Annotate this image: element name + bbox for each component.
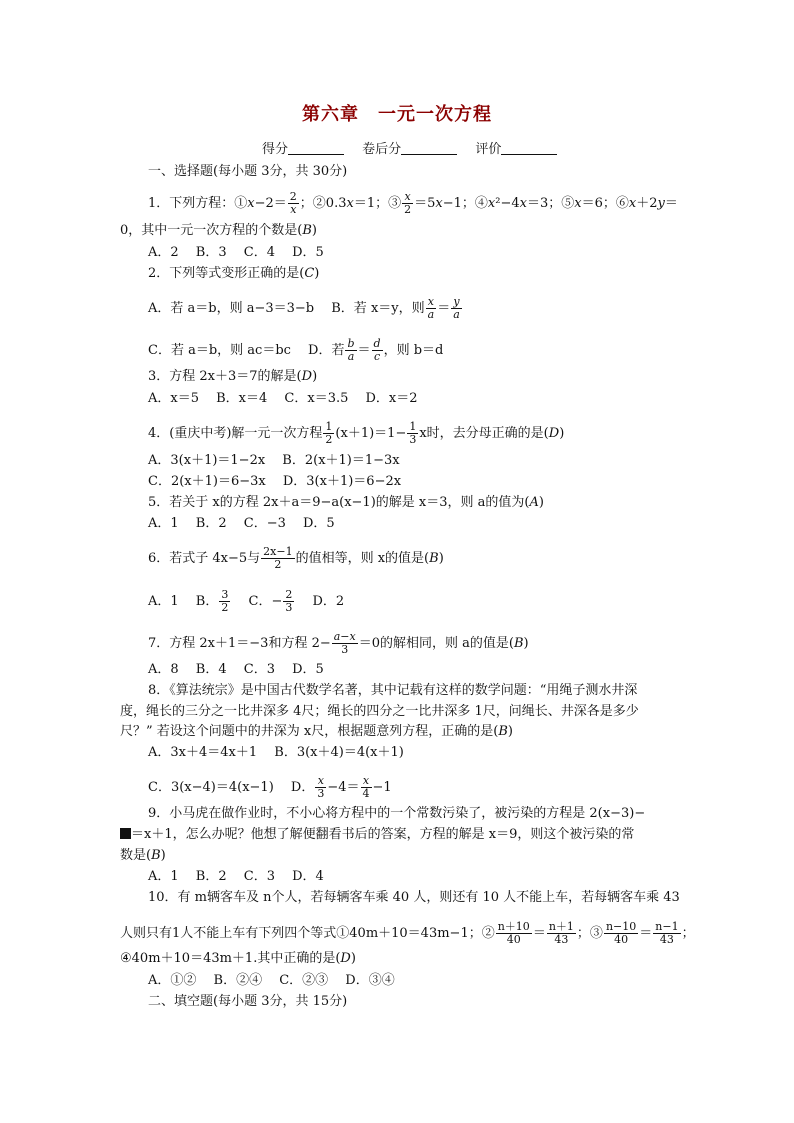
- smudge-square: [120, 828, 131, 839]
- answer: D: [548, 426, 560, 441]
- question-4-options-cd: C．2(x＋1)＝6−3x D．3(x＋1)＝6−2x: [148, 474, 402, 489]
- question-5-options: A．1 B．2 C．−3 D．5: [148, 516, 335, 531]
- q1-text: −2＝: [254, 196, 287, 211]
- question-10-options: A．①② B．②④ C．②③ D．③④: [148, 973, 395, 988]
- question-10-stem-3: ④40m＋10＝43m＋1.其中正确的是(D): [120, 951, 356, 966]
- answer: B: [151, 848, 161, 863]
- answer: C: [304, 266, 315, 281]
- fraction: $\frac{n-10}{40}$: [605, 920, 637, 946]
- question-8-stem-3: 尺？” 若设这个问题中的井深为 x尺，根据题意列方程，正确的是(B): [120, 724, 513, 739]
- question-6-options: A．1 B． $\frac{3}{2}$ C．− $\frac{2}{3}$ D．2: [148, 588, 345, 614]
- question-9-stem-2: ＝x＋1，怎么办呢？他想了解便翻看书后的答案，方程的解是 x＝9，则这个被污染的常: [120, 826, 634, 844]
- question-7-stem: 7．方程 2x＋1＝−3和方程 2− $\frac{a-x}{3}$ ＝0的解相同，则 a的值是(B): [148, 630, 529, 656]
- q1-fraction: $\frac{x}{2}$: [404, 190, 412, 216]
- answer: B: [498, 724, 508, 739]
- section-heading-choice: 一、选择题(每小题 3分，共 30分): [148, 164, 348, 179]
- fraction: $\frac{n+1}{43}$: [548, 920, 574, 946]
- question-1-options: A．2 B．3 C．4 D．5: [148, 245, 324, 260]
- review-blank: [501, 141, 557, 155]
- answer: D: [301, 369, 313, 384]
- answer: A: [529, 495, 539, 510]
- q1-text: ；②0.3: [299, 196, 347, 211]
- fraction: $\frac{a-x}{3}$: [333, 630, 356, 656]
- fraction: $\frac{d}{c}$: [373, 337, 381, 363]
- question-8-stem: 8．《算法统宗》是中国古代数学名著，其中记载有这样的数学问题：“用绳子测水井深: [148, 683, 638, 698]
- fraction: $\frac{n-1}{43}$: [655, 920, 679, 946]
- fraction: $\frac{b}{a}$: [347, 337, 355, 363]
- fraction: $\frac{2x-1}{2}$: [263, 545, 293, 571]
- section-heading-fill-blank: 二、填空题(每小题 3分，共 15分): [148, 994, 348, 1009]
- question-10-stem-2: 人则只有1人不能上车有下列四个等式①40m＋10＝43m−1；② $\frac{n+10}{40}$ ＝ $\frac{n+1}{43}$ ；③ $\frac{n-10}{40}$ ＝ $\frac{n-1}{43}$ ；: [120, 920, 695, 946]
- question-4-stem: 4．(重庆中考)解一元一次方程 $\frac{1}{2}$ (x＋1)＝1− $\frac{1}{3}$ x时，去分母正确的是(D): [148, 420, 565, 446]
- fraction: $\frac{x}{3}$: [317, 774, 325, 800]
- score-line: [262, 141, 571, 159]
- review-label: 评价: [475, 142, 502, 157]
- fraction: $\frac{1}{2}$: [325, 420, 333, 446]
- fraction: $\frac{x}{4}$: [362, 774, 370, 800]
- after-score-blank: [401, 141, 457, 155]
- question-4-options-ab: A．3(x＋1)＝1−2x B．2(x＋1)＝1−3x: [148, 453, 400, 468]
- question-10-stem: 10．有 m辆客车及 n个人，若每辆客车乘 40 人，则还有 10 人不能上车，若每辆客车乘 43: [148, 890, 680, 905]
- q1-fraction: $\frac{2}{x}$: [289, 190, 297, 216]
- question-8-options-cd: C．3(x−4)＝4(x−1) D． $\frac{x}{3}$ −4＝ $\frac{x}{4}$ −1: [148, 774, 392, 800]
- fraction: $\frac{1}{3}$: [409, 420, 417, 446]
- answer: B: [429, 551, 439, 566]
- question-7-options: A．8 B．4 C．3 D．5: [148, 662, 324, 677]
- score-blank: [288, 141, 344, 155]
- page-title: 第六章 一元一次方程: [302, 104, 492, 125]
- fraction: $\frac{n+10}{40}$: [497, 920, 530, 946]
- question-5-stem: 5．若关于 x的方程 2x＋a＝9−a(x−1)的解是 x＝3，则 a的值为(A): [148, 495, 544, 510]
- answer: B: [302, 223, 312, 238]
- question-2-options-cd: C．若 a＝b，则 ac＝bc D．若 $\frac{b}{a}$ ＝ $\frac{d}{c}$ ，则 b＝d: [148, 337, 444, 363]
- question-1-stem-cont: 0，其中一元一次方程的个数是(B): [120, 223, 317, 238]
- question-9-options: A．1 B．2 C．3 D．4: [148, 869, 324, 884]
- question-9-stem-3: 数是(B): [120, 848, 166, 863]
- fraction: $\frac{y}{a}$: [453, 295, 460, 321]
- question-8-options-ab: A．3x＋4＝4x＋1 B．3(x＋4)＝4(x＋1): [148, 745, 404, 760]
- question-2-options-ab: A．若 a＝b，则 a−3＝3−b B．若 x＝y，则 $\frac{x}{a}$ ＝ $\frac{y}{a}$: [148, 295, 460, 321]
- question-1-stem: 1．下列方程：①x−2＝ $\frac{2}{x}$ ；②0.3x＝1；③ $\frac{x}{2}$ ＝5x−1；④x²−4x＝3；⑤x＝6；⑥x＋2y＝: [148, 190, 678, 216]
- answer: D: [340, 951, 351, 966]
- question-2-stem: 2．下列等式变形正确的是(C): [148, 266, 320, 281]
- answer: B: [513, 636, 524, 651]
- question-9-stem: 9．小马虎在做作业时，不小心将方程中的一个常数污染了，被污染的方程是 2(x−3)−: [148, 806, 646, 821]
- fraction: $\frac{2}{3}$: [285, 588, 293, 614]
- question-8-stem-2: 度，绳长的三分之一比井深多 4尺；绳长的四分之一比井深多 1尺，问绳长、井深各是多少: [120, 704, 639, 719]
- fraction: $\frac{x}{a}$: [427, 295, 435, 321]
- score-label: 得分: [262, 142, 289, 157]
- after-score-label: 卷后分: [362, 142, 402, 157]
- q1-text: 1．下列方程：①: [148, 196, 248, 211]
- question-6-stem: 6．若式子 4x−5与 $\frac{2x-1}{2}$ 的值相等，则 x的值是(B): [148, 545, 444, 571]
- q1-var: x: [247, 196, 255, 211]
- question-3-stem: 3．方程 2x＋3＝7的解是(D): [148, 369, 318, 384]
- fraction: $\frac{3}{2}$: [221, 588, 229, 614]
- question-3-options: A．x＝5 B．x＝4 C．x＝3.5 D．x＝2: [148, 391, 418, 406]
